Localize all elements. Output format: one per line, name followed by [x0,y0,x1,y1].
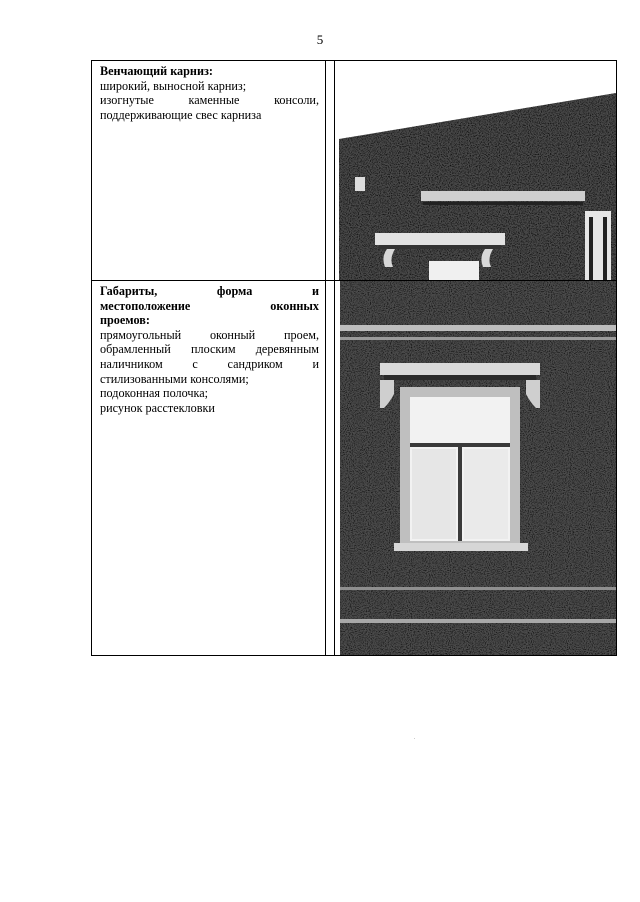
description-line: подоконная полочка; [100,386,209,401]
photo-cell [335,61,617,281]
window-opening-photo [340,281,616,655]
table-row [92,61,617,281]
description-line: наличником с сандриком и [100,356,319,371]
description-line: поддерживающие свес карниза [100,107,262,122]
spacer-cell [326,61,335,281]
page-number: 5 [316,32,324,47]
row-heading-line: местоположение оконных [100,298,319,313]
architectural-elements-table [91,60,617,656]
description-line: стилизованными консолями; [100,371,249,386]
row-heading-line: Габариты, форма и [100,284,319,298]
photo-cell [335,281,617,656]
table-row [92,281,617,656]
description-cell [92,281,326,656]
description-line: прямоугольный оконный проем, [100,327,319,342]
description-line: широкий, выносной карниз; [100,78,247,93]
description-cell [92,61,326,281]
row-heading-line: проемов: [100,313,150,328]
cornice-photo [335,61,616,280]
description-line: рисунок расстекловки [100,400,215,415]
spacer-cell [326,281,335,656]
row-heading: Венчающий карниз: [100,64,213,78]
description-line: изогнутые каменные консоли, [100,93,319,108]
scan-artifact [414,738,415,739]
description-line: обрамленный плоским деревянным [100,342,319,357]
